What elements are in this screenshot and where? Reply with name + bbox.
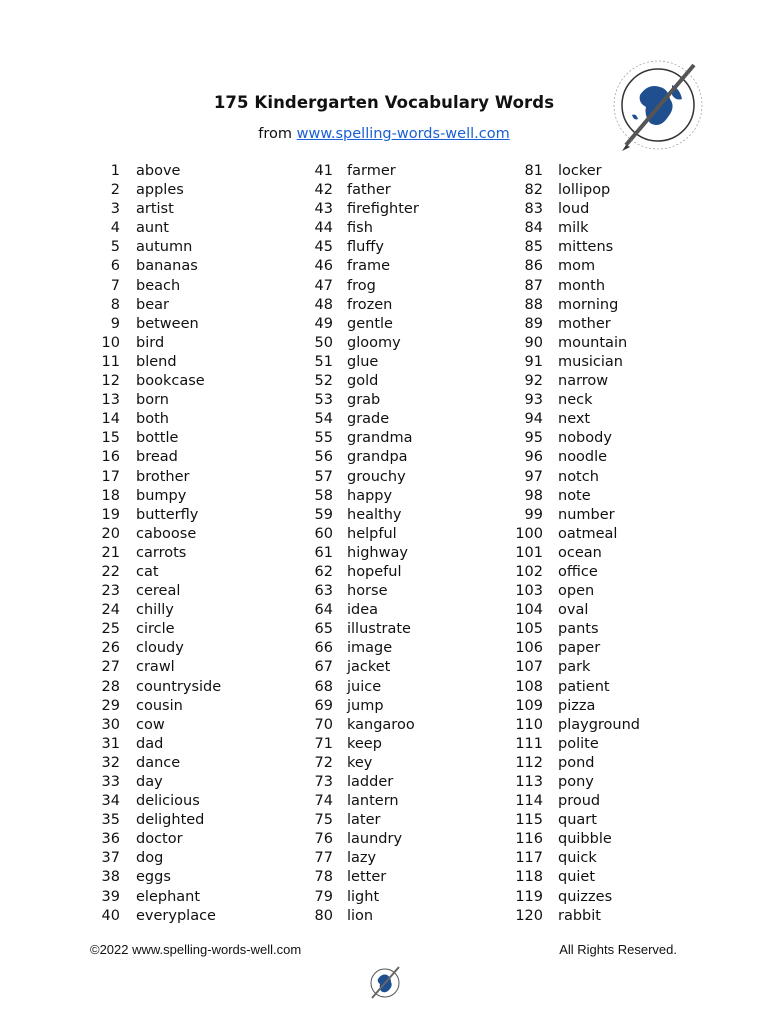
vocabulary-word: countryside <box>136 678 222 695</box>
word-number: 73 <box>314 774 333 790</box>
vocabulary-word: nobody <box>558 430 612 447</box>
vocabulary-word: bumpy <box>136 487 187 504</box>
word-number: 93 <box>524 392 543 409</box>
vocabulary-word: image <box>347 640 393 657</box>
word-number: 116 <box>515 831 543 848</box>
vocabulary-word: month <box>558 277 606 294</box>
word-number: 72 <box>314 754 333 771</box>
word-number: 97 <box>524 468 543 485</box>
word-number: 64 <box>314 602 333 619</box>
from-label: from <box>258 126 293 142</box>
vocabulary-word: light <box>347 888 380 905</box>
word-number: 11 <box>101 353 120 370</box>
vocabulary-word: happy <box>347 487 393 504</box>
vocabulary-word: helpful <box>347 525 397 542</box>
word-number: 106 <box>515 640 543 657</box>
vocabulary-word: jacket <box>347 659 391 676</box>
vocabulary-word: mittens <box>558 239 614 256</box>
source-line <box>0 126 768 142</box>
word-number: 86 <box>524 258 543 275</box>
vocabulary-word: mother <box>558 315 611 332</box>
word-number: 44 <box>314 220 333 237</box>
vocabulary-word: morning <box>558 296 619 313</box>
word-number: 37 <box>101 850 120 867</box>
vocabulary-word: both <box>136 411 169 428</box>
word-number: 46 <box>314 258 333 275</box>
vocabulary-word: bananas <box>136 258 198 275</box>
vocabulary-word: bookcase <box>136 373 205 390</box>
vocabulary-word: office <box>558 563 598 580</box>
vocabulary-word: butterfly <box>136 506 199 523</box>
vocabulary-word: number <box>558 506 615 523</box>
vocabulary-word: gold <box>347 373 379 390</box>
vocabulary-word: horse <box>347 583 388 600</box>
word-number: 54 <box>314 411 333 428</box>
vocabulary-word: rabbit <box>558 907 601 924</box>
vocabulary-word: circle <box>136 621 175 638</box>
word-number: 113 <box>515 774 543 790</box>
word-number: 98 <box>524 487 543 504</box>
vocabulary-word: idea <box>347 602 379 619</box>
word-number: 4 <box>110 220 120 237</box>
vocabulary-word: blend <box>136 353 177 370</box>
word-number: 2 <box>110 182 120 199</box>
vocabulary-word: hopeful <box>347 563 402 580</box>
vocabulary-word: juice <box>347 678 382 695</box>
vocabulary-word: frame <box>347 258 390 275</box>
word-number: 75 <box>314 812 333 829</box>
word-number: 112 <box>515 754 543 771</box>
word-number: 52 <box>314 373 333 390</box>
source-link[interactable]: www.spelling-words-well.com <box>296 126 510 142</box>
word-number: 23 <box>101 583 120 600</box>
word-number: 38 <box>101 869 120 886</box>
word-number: 118 <box>515 869 543 886</box>
word-number: 41 <box>314 163 333 179</box>
word-number: 96 <box>524 449 543 466</box>
word-number: 81 <box>524 163 543 179</box>
vocabulary-word: narrow <box>558 373 609 390</box>
word-number: 34 <box>101 793 120 810</box>
vocabulary-word: frozen <box>347 296 393 313</box>
word-number: 53 <box>314 392 333 409</box>
vocabulary-word: bird <box>136 334 165 351</box>
vocabulary-word: neck <box>558 392 593 409</box>
vocabulary-word: born <box>136 392 169 409</box>
vocabulary-word: firefighter <box>347 201 419 218</box>
vocabulary-word: polite <box>558 735 599 752</box>
word-number: 85 <box>524 239 543 256</box>
word-number: 51 <box>314 353 333 370</box>
word-number: 119 <box>515 888 543 905</box>
word-number: 104 <box>515 602 543 619</box>
word-number: 77 <box>314 850 333 867</box>
word-number: 109 <box>515 697 543 714</box>
word-number: 12 <box>101 373 120 390</box>
word-number: 105 <box>515 621 543 638</box>
word-number: 13 <box>101 392 120 409</box>
vocabulary-word: brother <box>136 468 190 485</box>
vocabulary-word: gentle <box>347 315 393 332</box>
word-number: 117 <box>515 850 543 867</box>
vocabulary-word: bottle <box>136 430 179 447</box>
vocabulary-word: bear <box>136 296 169 313</box>
word-number: 83 <box>524 201 543 218</box>
vocabulary-word: doctor <box>136 831 183 848</box>
word-number: 10 <box>101 334 120 351</box>
word-number: 115 <box>515 812 543 829</box>
vocabulary-word: lantern <box>347 793 399 810</box>
vocabulary-word: farmer <box>347 163 396 179</box>
word-number: 84 <box>524 220 543 237</box>
word-number: 27 <box>101 659 120 676</box>
word-number: 43 <box>314 201 333 218</box>
word-number: 68 <box>314 678 333 695</box>
vocabulary-word: artist <box>136 201 174 218</box>
vocabulary-word: pizza <box>558 697 596 714</box>
word-number: 36 <box>101 831 120 848</box>
vocabulary-word: delighted <box>136 812 205 829</box>
vocabulary-word: next <box>558 411 591 428</box>
vocabulary-word: musician <box>558 353 623 370</box>
footer-rights: All Rights Reserved. <box>559 942 677 957</box>
vocabulary-word: pants <box>558 621 599 638</box>
vocabulary-word: open <box>558 583 595 600</box>
page-title: 175 Kindergarten Vocabulary Words <box>213 93 555 112</box>
word-number: 19 <box>101 506 120 523</box>
vocabulary-word: everyplace <box>136 907 216 924</box>
word-number: 24 <box>101 602 120 619</box>
vocabulary-word: quiet <box>558 869 596 886</box>
vocabulary-word: paper <box>558 640 601 657</box>
vocabulary-word: jump <box>347 697 384 714</box>
vocabulary-word: delicious <box>136 793 200 810</box>
word-number: 18 <box>101 487 120 504</box>
vocabulary-word: lion <box>347 907 374 924</box>
word-number: 91 <box>524 353 543 370</box>
vocabulary-word: quart <box>558 812 597 829</box>
vocabulary-word: grandma <box>347 430 413 447</box>
vocabulary-word: lazy <box>347 850 377 867</box>
word-number: 7 <box>110 277 120 294</box>
vocabulary-word: healthy <box>347 506 402 523</box>
word-number: 20 <box>101 525 120 542</box>
word-number: 5 <box>110 239 120 256</box>
word-number: 1 <box>110 163 120 179</box>
vocabulary-word: letter <box>347 869 387 886</box>
word-number: 28 <box>101 678 120 695</box>
vocabulary-word: cereal <box>136 583 181 600</box>
vocabulary-word: eggs <box>136 869 171 886</box>
word-number: 29 <box>101 697 120 714</box>
vocabulary-word: keep <box>347 735 382 752</box>
vocabulary-word: notch <box>558 468 599 485</box>
vocabulary-word: locker <box>558 163 602 179</box>
word-number: 31 <box>101 735 120 752</box>
vocabulary-word: apples <box>136 182 184 199</box>
word-number: 61 <box>314 544 333 561</box>
word-number: 26 <box>101 640 120 657</box>
vocabulary-word: beach <box>136 277 181 294</box>
vocabulary-word: park <box>558 659 591 676</box>
word-number: 16 <box>101 449 120 466</box>
vocabulary-word: note <box>558 487 591 504</box>
vocabulary-word: kangaroo <box>347 716 415 733</box>
word-number: 50 <box>314 334 333 351</box>
vocabulary-word: fish <box>347 220 373 237</box>
word-number: 55 <box>314 430 333 447</box>
vocabulary-word: noodle <box>558 449 608 466</box>
vocabulary-word: quick <box>558 850 597 867</box>
vocabulary-word: pony <box>558 774 594 790</box>
word-number: 22 <box>101 563 120 580</box>
word-number: 47 <box>314 277 333 294</box>
word-number: 15 <box>101 430 120 447</box>
word-number: 76 <box>314 831 333 848</box>
word-number: 90 <box>524 334 543 351</box>
vocabulary-word: laundry <box>347 831 403 848</box>
word-number: 94 <box>524 411 543 428</box>
word-number: 30 <box>101 716 120 733</box>
word-number: 99 <box>524 506 543 523</box>
vocabulary-word: ocean <box>558 544 602 561</box>
word-number: 80 <box>314 907 333 924</box>
word-number: 9 <box>110 315 120 332</box>
vocabulary-word: caboose <box>136 525 197 542</box>
vocabulary-word: fluffy <box>347 239 384 256</box>
vocabulary-word: chilly <box>136 602 174 619</box>
word-number: 89 <box>524 315 543 332</box>
word-number: 103 <box>515 583 543 600</box>
word-number: 6 <box>110 258 120 275</box>
word-number: 120 <box>515 907 543 924</box>
vocabulary-word: carrots <box>136 544 187 561</box>
vocabulary-word: ladder <box>347 774 394 790</box>
vocabulary-word: loud <box>558 201 590 218</box>
vocabulary-word: quibble <box>558 831 612 848</box>
word-number: 3 <box>110 201 120 218</box>
vocabulary-word: father <box>347 182 391 199</box>
word-number: 66 <box>314 640 333 657</box>
vocabulary-word: oatmeal <box>558 525 618 542</box>
word-number: 74 <box>314 793 333 810</box>
word-number: 49 <box>314 315 333 332</box>
word-number: 8 <box>110 296 120 313</box>
word-number: 70 <box>314 716 333 733</box>
word-number: 107 <box>515 659 543 676</box>
vocabulary-word: grouchy <box>347 468 406 485</box>
vocabulary-word: grandpa <box>347 449 408 466</box>
vocabulary-word: oval <box>558 602 589 619</box>
word-number: 78 <box>314 869 333 886</box>
vocabulary-word: playground <box>558 716 641 733</box>
vocabulary-word: cat <box>136 563 159 580</box>
vocabulary-word: later <box>347 812 381 829</box>
word-number: 65 <box>314 621 333 638</box>
word-number: 102 <box>515 563 543 580</box>
word-number: 63 <box>314 583 333 600</box>
word-number: 62 <box>314 563 333 580</box>
word-number: 25 <box>101 621 120 638</box>
vocabulary-word: quizzes <box>558 888 613 905</box>
vocabulary-word: cow <box>136 716 165 733</box>
vocabulary-word: crawl <box>136 659 175 676</box>
word-number: 101 <box>515 544 543 561</box>
vocabulary-word: mom <box>558 258 596 275</box>
vocabulary-word: above <box>136 163 181 179</box>
word-number: 14 <box>101 411 120 428</box>
footer-globe-icon <box>366 963 404 1001</box>
word-number: 45 <box>314 239 333 256</box>
vocabulary-word: autumn <box>136 239 193 256</box>
word-number: 95 <box>524 430 543 447</box>
word-number: 82 <box>524 182 543 199</box>
vocabulary-word: grade <box>347 411 390 428</box>
vocabulary-word: gloomy <box>347 334 401 351</box>
vocabulary-word: highway <box>347 544 408 561</box>
word-number: 39 <box>101 888 120 905</box>
vocabulary-word: glue <box>347 353 379 370</box>
word-number: 111 <box>515 735 543 752</box>
word-number: 79 <box>314 888 333 905</box>
word-number: 33 <box>101 774 120 790</box>
word-number: 59 <box>314 506 333 523</box>
vocabulary-word: mountain <box>558 334 628 351</box>
word-number: 100 <box>515 525 543 542</box>
footer-copyright: ©2022 www.spelling-words-well.com <box>90 942 302 957</box>
vocabulary-word: dance <box>136 754 181 771</box>
word-number: 110 <box>515 716 543 733</box>
vocabulary-word: dog <box>136 850 164 867</box>
word-number: 60 <box>314 525 333 542</box>
word-number: 69 <box>314 697 333 714</box>
word-number: 71 <box>314 735 333 752</box>
vocabulary-word: patient <box>558 678 610 695</box>
vocabulary-word: cousin <box>136 697 183 714</box>
word-number: 88 <box>524 296 543 313</box>
vocabulary-word: milk <box>558 220 589 237</box>
vocabulary-word: proud <box>558 793 601 810</box>
word-number: 92 <box>524 373 543 390</box>
vocabulary-word: dad <box>136 735 164 752</box>
word-number: 35 <box>101 812 120 829</box>
vocabulary-word: between <box>136 315 199 332</box>
vocabulary-word: pond <box>558 754 595 771</box>
word-number: 48 <box>314 296 333 313</box>
word-number: 108 <box>515 678 543 695</box>
vocabulary-word: bread <box>136 449 178 466</box>
word-number: 40 <box>101 907 120 924</box>
word-number: 114 <box>515 793 543 810</box>
word-number: 17 <box>101 468 120 485</box>
word-number: 21 <box>101 544 120 561</box>
vocabulary-word: elephant <box>136 888 201 905</box>
vocabulary-word: illustrate <box>347 621 411 638</box>
word-number: 57 <box>314 468 333 485</box>
word-number: 32 <box>101 754 120 771</box>
vocabulary-word: cloudy <box>136 640 184 657</box>
word-number: 67 <box>314 659 333 676</box>
vocabulary-word: day <box>136 774 163 790</box>
word-number: 56 <box>314 449 333 466</box>
vocabulary-word: aunt <box>136 220 169 237</box>
vocabulary-word: lollipop <box>558 182 611 199</box>
word-number: 58 <box>314 487 333 504</box>
vocabulary-word: grab <box>347 392 381 409</box>
word-number: 87 <box>524 277 543 294</box>
vocabulary-word: frog <box>347 277 376 294</box>
vocabulary-word: key <box>347 754 373 771</box>
word-number: 42 <box>314 182 333 199</box>
